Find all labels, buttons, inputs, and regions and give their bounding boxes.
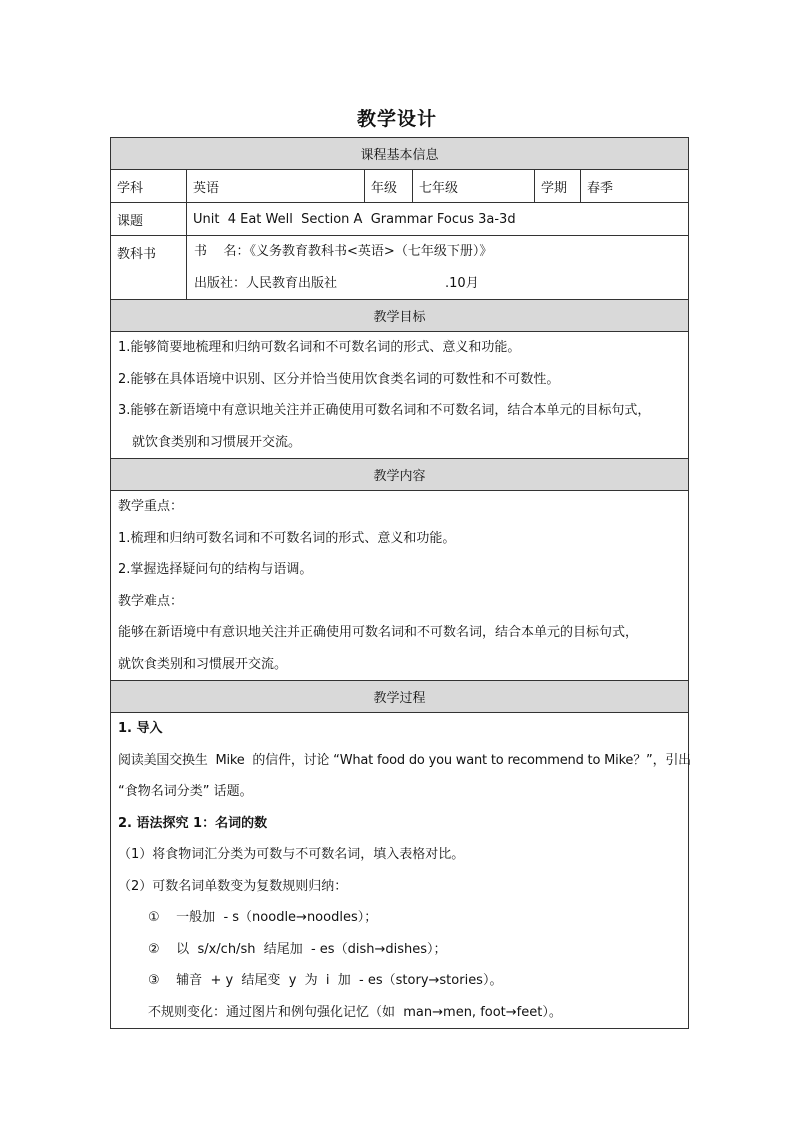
publish-month: .10月 xyxy=(445,275,479,291)
term-label: 学期 xyxy=(535,170,581,203)
process-header: 教学过程 xyxy=(111,681,689,713)
objective-item: 2.能够在具体语境中识别、区分并恰当使用饮食类名词的可数性和不可数性。 xyxy=(118,371,560,387)
content-body xyxy=(111,491,689,681)
subject-value: 英语 xyxy=(187,170,365,203)
topic-value: Unit 4 Eat Well Section A Grammar Focus 3a-3d xyxy=(187,203,689,236)
content-line: 1.梳理和归纳可数名词和不可数名词的形式、意义和功能。 xyxy=(118,530,456,546)
process-line: ② 以 s/x/ch/sh 结尾加 - es（dish→dishes）； xyxy=(148,941,447,957)
book-name: 书 名：《义务教育教科书<英语>（七年级下册）》 xyxy=(194,244,493,259)
content-line: 就饮食类别和习惯展开交流。 xyxy=(118,656,288,672)
content-line: 2.掌握选择疑问句的结构与语调。 xyxy=(118,562,313,577)
content-line: 能够在新语境中有意识地关注并正确使用可数名词和不可数名词，结合本单元的目标句式， xyxy=(118,625,639,640)
process-line: “食物名词分类” 话题。 xyxy=(118,784,253,799)
objective-item: 3.能够在新语境中有意识地关注并正确使用可数名词和不可数名词，结合本单元的目标句式， xyxy=(118,403,651,418)
process-line: 不规则变化：通过图片和例句强化记忆（如 man→men, foot→feet）。 xyxy=(148,1004,562,1020)
content-line: 教学重点： xyxy=(118,499,184,514)
process-body xyxy=(111,713,689,1029)
publisher: 出版社：人民教育出版社 xyxy=(194,275,338,291)
objective-item: 就饮食类别和习惯展开交流。 xyxy=(132,434,302,450)
content-line: 教学难点： xyxy=(118,593,184,609)
document-title: 教学设计 xyxy=(356,108,437,130)
topic-label: 课题 xyxy=(111,203,187,236)
process-step-heading: 2. 语法探究 1：名词的数 xyxy=(118,815,268,831)
process-line: （1）将食物词汇分类为可数与不可数名词，填入表格对比。 xyxy=(118,847,465,862)
grade-value: 七年级 xyxy=(413,170,535,203)
textbook-label: 教科书 xyxy=(111,236,187,300)
process-step-heading: 1. 导入 xyxy=(118,721,163,736)
lesson-plan-table xyxy=(110,137,689,1029)
process-line: （2）可数名词单数变为复数规则归纳： xyxy=(118,878,348,894)
basic-info-header: 课程基本信息 xyxy=(111,138,689,170)
objectives-header: 教学目标 xyxy=(111,300,689,332)
subject-label: 学科 xyxy=(111,170,187,203)
objectives-body xyxy=(111,332,689,459)
publisher-row xyxy=(194,268,682,300)
textbook-info xyxy=(187,236,689,300)
objective-item: 1.能够简要地梳理和归纳可数名词和不可数名词的形式、意义和功能。 xyxy=(118,340,521,355)
grade-label: 年级 xyxy=(365,170,413,203)
term-value: 春季 xyxy=(581,170,689,203)
content-header: 教学内容 xyxy=(111,459,689,491)
process-line: 阅读美国交换生 Mike 的信件，讨论 “What food do you want to recommend to Mike？”，引出 xyxy=(118,752,691,768)
process-line: ① 一般加 - s（noodle→noodles）； xyxy=(148,910,378,925)
process-line: ③ 辅音 + y 结尾变 y 为 i 加 - es（story→stories）。 xyxy=(148,973,503,988)
